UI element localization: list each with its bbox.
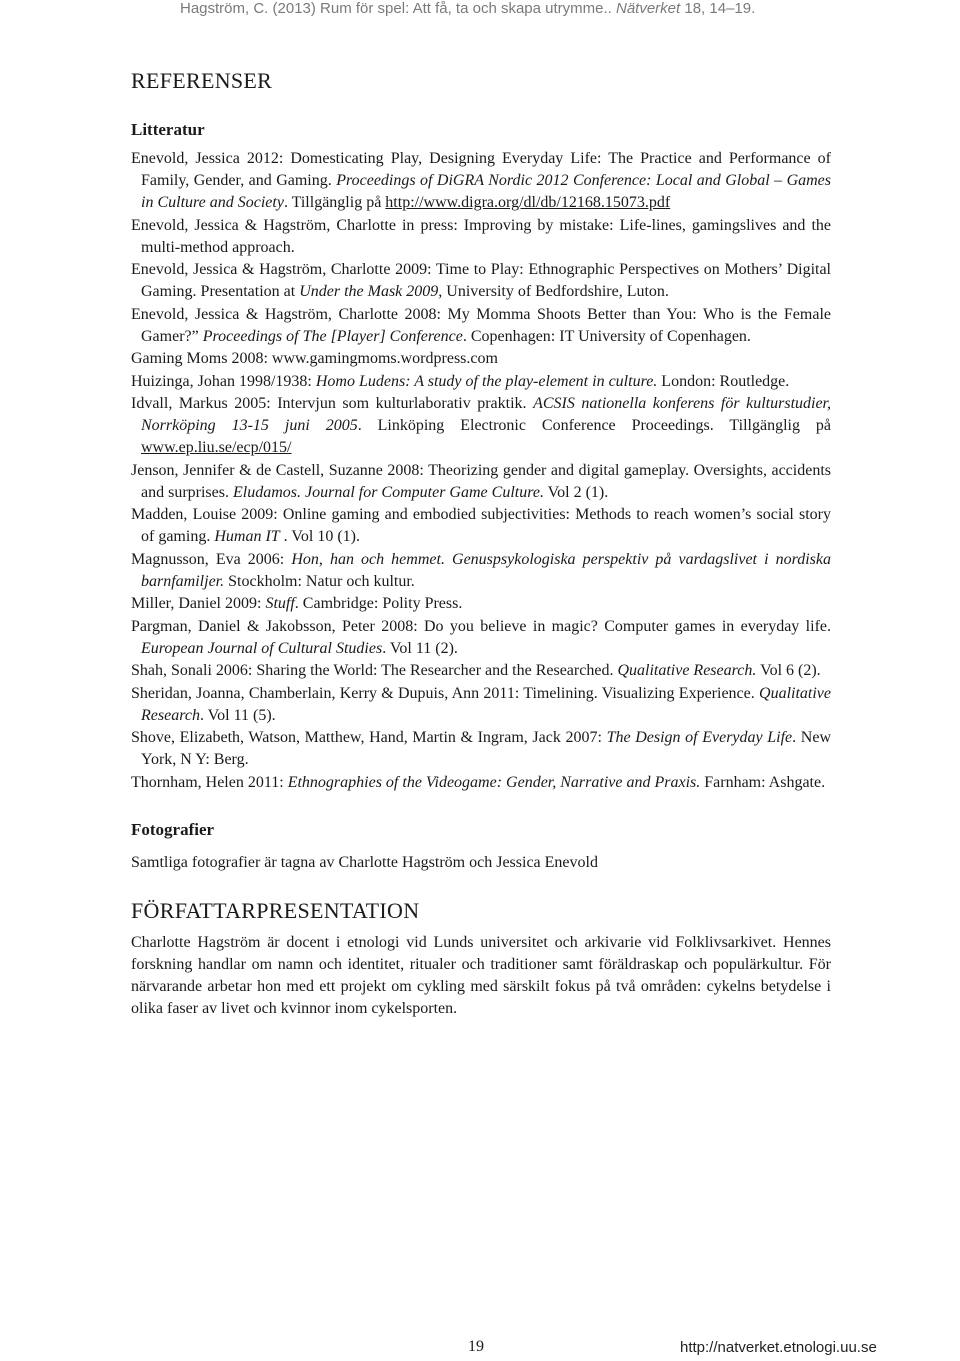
reference-text: Enevold, Jessica & Hagström, Charlotte 2009: Time to Play: Ethnographic Perspectives on Mothers’ Digital Gaming. Presentation at [131,261,831,300]
reference-title-italic: Ethnographies of the Videogame: Gender, Narrative and Praxis. [287,773,701,791]
photos-credit: Samtliga fotografier är tagna av Charlotte Hagström och Jessica Enevold [131,854,598,871]
reference-text: Stockholm: Natur och kultur. [224,572,415,590]
references-heading: REFERENSER [131,68,273,93]
reference-entry [131,772,831,794]
reference-entry [131,304,831,348]
reference-text: . Tillgänglig på [283,194,386,211]
reference-entry [131,215,831,259]
reference-entry [131,549,831,593]
reference-text: Enevold, Jessica 2012: Domesticating Play, Designing Everyday Life: The Practice and Performance of Family, Gender, and Gaming. [131,150,831,189]
reference-entry [131,660,831,682]
reference-text: . Vol 10 (1). [279,528,360,545]
reference-text: Farnham: Ashgate. [700,773,826,791]
header-citation: Hagström, C. (2013) Rum för spel: Att få, ta och skapa utrymme.. [180,0,616,17]
reference-title-italic: Homo Ludens: A study of the play-element in culture. [315,372,658,390]
reference-text: Shah, Sonali 2006: Sharing the World: The Researcher and the Researched. [131,662,618,679]
reference-entry [131,504,831,548]
reference-text: . Linköping Electronic Conference Proceedings. Tillgänglig på [357,417,832,434]
header-citation-tail: 18, 14–19. [680,0,756,17]
reference-text: Huizinga, Johan 1998/1938: [131,372,316,390]
reference-text: Enevold, Jessica & Hagström, Charlotte 2008: My Momma Shoots Better than You: Who is the Female Gamer?” [131,305,831,345]
reference-text: Thornham, Helen 2011: [131,773,288,791]
reference-title-italic: European Journal of Cultural Studies [141,639,383,657]
reference-text: Jenson, Jennifer & de Castell, Suzanne 2008: Theorizing gender and digital gameplay. Oversights, accidents and surprises. [131,461,831,501]
reference-text: . New York, N Y: Berg. [141,729,831,768]
reference-entry [131,393,831,459]
reference-entry [131,683,831,727]
reference-title-italic: Proceedings of DiGRA Nordic 2012 Conference: Local and Global – Games in Culture and Society [141,172,832,211]
reference-text: Madden, Louise 2009: Online gaming and embodied subjectivities: Methods to reach women’s social story of gaming. [131,506,831,545]
reference-text: . Vol 11 (2). [382,639,458,657]
reference-title-italic: ACSIS nationella konferens för kulturstudier, Norrköping 13-15 juni 2005 [141,395,832,434]
reference-text: Vol 2 (1). [543,483,609,501]
reference-text: Magnusson, Eva 2006: [131,550,292,568]
literature-heading: Litteratur [131,120,205,139]
reference-title-italic: Proceedings of The [Player] Conference [202,327,463,345]
reference-text: Idvall, Markus 2005: Intervjun som kulturlaborativ praktik. [131,395,534,412]
reference-entry [131,348,831,370]
reference-entry [131,727,831,771]
page-content [131,66,831,1020]
reference-text: Vol 6 (2). [756,662,821,679]
reference-text: Sheridan, Joanna, Chamberlain, Kerry & Dupuis, Ann 2011: Timelining. Visualizing Experience. [131,684,760,702]
footer-url: http://natverket.etnologi.uu.se [680,1339,877,1356]
reference-title-italic: Stuff [265,595,295,612]
reference-title-italic: Human IT [214,528,280,545]
reference-title-italic: Eludamos. Journal for Computer Game Culture. [232,483,544,501]
reference-title-italic: The Design of Everyday Life [606,729,793,746]
reference-list [131,148,831,794]
reference-entry [131,371,831,393]
page-number: 19 [468,1338,484,1355]
reference-title-italic: Under the Mask 2009, [299,283,443,300]
reference-text: London: Routledge. [657,372,790,390]
author-heading: FÖRFATTARPRESENTATION [131,898,420,923]
reference-text: . Cambridge: Polity Press. [294,595,463,612]
reference-text: . Vol 11 (5). [199,706,276,724]
photos-heading: Fotografier [131,820,215,839]
reference-entry [131,259,831,303]
reference-link[interactable]: http://www.digra.org/dl/db/12168.15073.pdf [385,194,671,211]
reference-text: Miller, Daniel 2009: [131,595,266,612]
reference-title-italic: Qualitative Research [141,684,831,724]
reference-text: . Copenhagen: IT University of Copenhagen. [462,327,751,345]
reference-link[interactable]: www.ep.liu.se/ecp/015/ [141,439,292,456]
reference-text: Pargman, Daniel & Jakobsson, Peter 2008: Do you believe in magic? Computer games in everyday life. [131,617,831,635]
reference-entry [131,460,831,504]
reference-text: Gaming Moms 2008: www.gamingmoms.wordpress.com [131,350,498,367]
reference-text: University of Bedfordshire, Luton. [442,283,669,300]
reference-entry [131,148,831,214]
reference-text: Enevold, Jessica & Hagström, Charlotte in press: Improving by mistake: Life-lines, gamingslives and the multi-method approach. [131,216,831,256]
running-header [180,0,950,22]
reference-title-italic: Qualitative Research. [617,662,757,679]
author-bio: Charlotte Hagström är docent i etnologi vid Lunds universitet och arkivarie vid Folklivsarkivet. Hennes forskning handlar om namn och identitet, ritualer och traditioner samt föräldraskap och populärkultur. För närvarande arbetar hon med ett projekt om cykling med särskilt fokus på två områden: cykelns betydelse i olika faser av livet och kvinnor inom cykelsporten. [131,934,831,1017]
reference-entry [131,593,831,615]
reference-title-italic: Hon, han och hemmet. Genuspsykologiska perspektiv på vardagslivet i nordiska barnfamiljer. [141,550,831,590]
reference-entry [131,616,831,660]
header-journal: Nätverket [616,0,681,17]
reference-text: Shove, Elizabeth, Watson, Matthew, Hand, Martin & Ingram, Jack 2007: [131,729,607,746]
